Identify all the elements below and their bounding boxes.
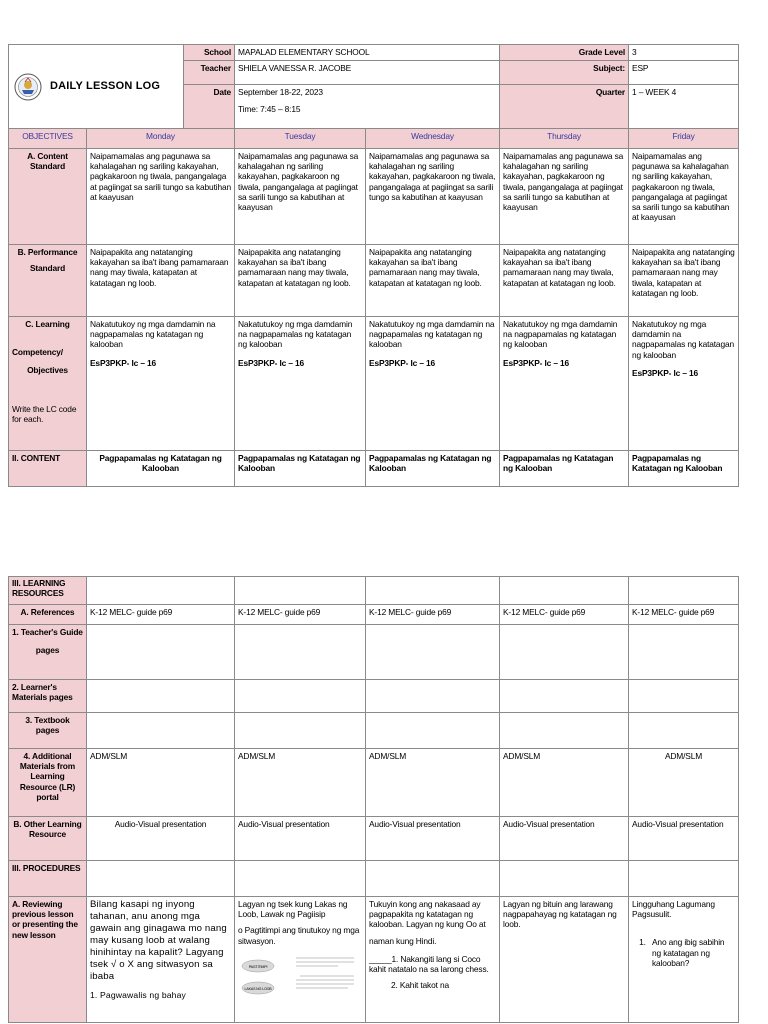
review-tuesday-text-b: o Pagtitimpi ang tinutukoy ng mga sitwasyon. <box>238 925 360 946</box>
review-friday-text: Lingguhang Lagumang Pagsusulit. <box>632 899 715 920</box>
content-standard-tuesday: Naipamamalas ang pagunawa sa kahalagahan ng sariling kakayahan, pagkakaroon ng tiwala, pangangalaga at pagiingat sa sarili tungo sa kabutihan at kaayusan <box>235 149 366 245</box>
lm-tuesday <box>235 680 366 713</box>
content-label: II. CONTENT <box>9 451 87 487</box>
learning-resources-label: III. LEARNING RESOURCES <box>9 577 87 605</box>
competency-label-line2: Competency/ <box>12 347 63 358</box>
content-standard-monday: Naipamamalas ang pagunawa sa kahalagahan ng sariling kakayahan, pagkakaroon ng tiwala, pangangalaga at pagiingat sa sarili tungo sa kabutihan at kaayusan <box>87 149 235 245</box>
add-mat-wednesday: ADM/SLM <box>366 749 500 817</box>
competency-friday <box>629 317 739 451</box>
review-friday-list <box>632 937 735 968</box>
other-wednesday: Audio-Visual presentation <box>366 817 500 861</box>
day-header-friday: Friday <box>629 129 739 149</box>
reviewing-label: A. Reviewing previous lesson or presenting the new lesson <box>9 897 87 1023</box>
tg-friday <box>629 625 739 680</box>
lm-wednesday <box>366 680 500 713</box>
performance-standard-tuesday: Naipapakita ang natatanging kakayahan sa iba't ibang pamamaraan nang may tiwala, katapatan at katatagan ng loob. <box>235 245 366 317</box>
content-thursday: Pagpapamalas ng Katatagan ng Kalooban <box>500 451 629 487</box>
competency-note: Write the LC code for each. <box>12 403 77 424</box>
teachers-guide-line2: pages <box>35 645 60 656</box>
review-monday-item: 1. Pagwawalis ng bahay <box>90 990 186 1000</box>
review-monday-text: Bilang kasapi ng inyong tahanan, anu anong mga gawain ang ginagawa mo nang may kusang loob at walang hinihintay na kapalit? Lagyang tsek √ o X ang sitwasyon sa ibaba <box>90 899 227 982</box>
lr-wednesday <box>366 577 500 605</box>
textbook-line2: pages <box>35 725 60 736</box>
lr-tuesday <box>235 577 366 605</box>
review-wednesday-text: Tukuyin kong ang nakasaad ay pagpapakita ng katatagan ng kalooban. Lagyan ng kung Oo at <box>369 899 486 930</box>
quarter-value: 1 – WEEK 4 <box>629 85 739 129</box>
tg-monday <box>87 625 235 680</box>
competency-text: Nakatutukoy ng mga damdamin na nagpapamalas ng katatagan ng kalooban <box>369 319 495 350</box>
review-wednesday <box>366 897 500 1023</box>
performance-standard-thursday: Naipapakita ang natatanging kakayahan sa iba't ibang pamamaraan nang may tiwala, katapatan at katatagan ng loob. <box>500 245 629 317</box>
proc-friday <box>629 861 739 897</box>
quarter-label: Quarter <box>500 85 629 129</box>
content-tuesday: Pagpapamalas ng Katatagan ng Kalooban <box>235 451 366 487</box>
procedures-label: III. PROCEDURES <box>9 861 87 897</box>
teachers-guide-line1: 1. Teacher's Guide <box>12 627 83 637</box>
tb-tuesday <box>235 713 366 749</box>
lesson-log-table-top <box>8 44 739 487</box>
references-monday: K-12 MELC- guide p69 <box>87 605 235 625</box>
add-mat-friday: ADM/SLM <box>629 749 739 817</box>
competency-text: Nakatutukoy ng mga damdamin na nagpapamalas ng katatagan ng kalooban <box>90 319 216 350</box>
competency-tuesday <box>235 317 366 451</box>
content-monday: Pagpapamalas ng Katatagan ng Kalooban <box>87 451 235 487</box>
competency-code: EsP3PKP- Ic – 16 <box>90 357 157 368</box>
subject-value: ESP <box>629 61 739 85</box>
lr-friday <box>629 577 739 605</box>
performance-standard-friday: Naipapakita ang natatanging kakayahan sa iba't ibang pamamaraan nang may tiwala, katapatan at katatagan ng loob. <box>629 245 739 317</box>
school-value: MAPALAD ELEMENTARY SCHOOL <box>235 45 500 61</box>
competency-code: EsP3PKP- Ic – 16 <box>632 367 699 378</box>
proc-wednesday <box>366 861 500 897</box>
performance-standard-monday: Naipapakita ang natatanging kakayahan sa iba't ibang pamamaraan nang may tiwala, katapatan at katatagan ng loob. <box>87 245 235 317</box>
competency-text: Nakatutukoy ng mga damdamin na nagpapamalas ng katatagan ng kalooban <box>632 319 734 360</box>
date-text: September 18-22, 2023 <box>238 87 323 97</box>
competency-label <box>9 317 87 451</box>
competency-label-line1: C. Learning <box>25 319 70 329</box>
content-standard-thursday: Naipamamalas ang pagunawa sa kahalagahan ng sariling kakayahan, pagkakaroon ng tiwala, pangangalaga at pagiingat sa sarili tungo sa kabutihan at kaayusan <box>500 149 629 245</box>
add-mat-thursday: ADM/SLM <box>500 749 629 817</box>
tb-friday <box>629 713 739 749</box>
tb-monday <box>87 713 235 749</box>
day-header-monday: Monday <box>87 129 235 149</box>
competency-text: Nakatutukoy ng mga damdamin na nagpapamalas ng katatagan ng kalooban <box>503 319 618 350</box>
tg-wednesday <box>366 625 500 680</box>
day-header-thursday: Thursday <box>500 129 629 149</box>
references-friday: K-12 MELC- guide p69 <box>629 605 739 625</box>
review-thursday: Lagyan ng bituin ang larawang nagpapahayag ng katatagan ng loob. <box>500 897 629 1023</box>
tb-thursday <box>500 713 629 749</box>
tb-wednesday <box>366 713 500 749</box>
proc-thursday <box>500 861 629 897</box>
learners-materials-label: 2. Learner's Materials pages <box>9 680 87 713</box>
lr-monday <box>87 577 235 605</box>
references-label: A. References <box>9 605 87 625</box>
other-tuesday: Audio-Visual presentation <box>235 817 366 861</box>
performance-standard-wednesday: Naipapakita ang natatanging kakayahan sa iba't ibang pamamaraan nang may tiwala, katapatan at katatagan ng loob. <box>366 245 500 317</box>
performance-standard-label <box>9 245 87 317</box>
header-logo-cell <box>9 45 184 129</box>
competency-code: EsP3PKP- Ic – 16 <box>369 357 436 368</box>
performance-label-line1: B. Performance <box>17 247 78 257</box>
teachers-guide-label <box>9 625 87 680</box>
add-mat-monday: ADM/SLM <box>87 749 235 817</box>
pagtitimpi-tag: PAGTITIMPI <box>248 964 268 969</box>
time-text: Time: 7:45 – 8:15 <box>238 104 301 115</box>
add-mat-tuesday: ADM/SLM <box>235 749 366 817</box>
content-friday: Pagpapamalas ng Katatagan ng Kalooban <box>629 451 739 487</box>
content-standard-wednesday: Naipamamalas ang pagunawa sa kahalagahan ng sariling kakayahan, pagkakaroon ng tiwala, pangangalaga at pagiingat sa sarili tungo sa kabutihan at kaayusan <box>366 149 500 245</box>
review-wednesday-item1: _____1. Nakangiti lang si Coco kahit natatalo na sa larong chess. <box>369 953 489 975</box>
proc-tuesday <box>235 861 366 897</box>
competency-label-line3: Objectives <box>27 365 68 376</box>
grade-level-label: Grade Level <box>500 45 629 61</box>
other-monday: Audio-Visual presentation <box>87 817 235 861</box>
document-title: DAILY LESSON LOG <box>50 80 161 93</box>
other-resources-label: B. Other Learning Resource <box>9 817 87 861</box>
day-header-tuesday: Tuesday <box>235 129 366 149</box>
review-tuesday-text: Lagyan ng tsek kung Lakas ng Loob, Lawak ng Pagiisip <box>238 899 348 920</box>
lr-thursday <box>500 577 629 605</box>
review-wednesday-item2: 2. Kahit takot na <box>391 980 449 991</box>
other-thursday: Audio-Visual presentation <box>500 817 629 861</box>
date-label: Date <box>184 85 235 129</box>
lakas-ng-loob-tag: LAKAS NG LOOB <box>244 986 272 991</box>
situation-diagram <box>238 952 360 996</box>
additional-materials-label: 4. Additional Materials from Learning Resource (LR) portal <box>9 749 87 817</box>
review-friday <box>629 897 739 1023</box>
proc-monday <box>87 861 235 897</box>
lm-friday <box>629 680 739 713</box>
subject-label: Subject: <box>500 61 629 85</box>
lm-thursday <box>500 680 629 713</box>
competency-code: EsP3PKP- Ic – 16 <box>503 357 570 368</box>
lm-monday <box>87 680 235 713</box>
tg-tuesday <box>235 625 366 680</box>
school-label: School <box>184 45 235 61</box>
references-tuesday: K-12 MELC- guide p69 <box>235 605 366 625</box>
review-friday-question: 1. Ano ang ibig sabihin ng katatagan ng kalooban? <box>648 937 735 968</box>
competency-wednesday <box>366 317 500 451</box>
references-thursday: K-12 MELC- guide p69 <box>500 605 629 625</box>
deped-seal-icon <box>14 73 42 101</box>
references-wednesday: K-12 MELC- guide p69 <box>366 605 500 625</box>
objectives-header: OBJECTIVES <box>9 129 87 149</box>
content-standard-friday: Naipamamalas ang pagunawa sa kahalagahan ng sariling kakayahan, pagkakaroon ng tiwala, pangangalaga at pagiingat sa sarili tungo sa kabutihan at kaayusan <box>629 149 739 245</box>
competency-monday <box>87 317 235 451</box>
date-value <box>235 85 500 129</box>
lesson-log-table-bottom <box>8 576 739 1023</box>
content-wednesday: Pagpapamalas ng Katatagan ng Kalooban <box>366 451 500 487</box>
teacher-value: SHIELA VANESSA R. JACOBE <box>235 61 500 85</box>
review-wednesday-text-b: naman kung Hindi. <box>369 935 437 946</box>
review-monday <box>87 897 235 1023</box>
content-standard-label: A. Content Standard <box>9 149 87 245</box>
textbook-label <box>9 713 87 749</box>
grade-level-value: 3 <box>629 45 739 61</box>
day-header-wednesday: Wednesday <box>366 129 500 149</box>
tg-thursday <box>500 625 629 680</box>
competency-thursday <box>500 317 629 451</box>
competency-code: EsP3PKP- Ic – 16 <box>238 357 305 368</box>
other-friday: Audio-Visual presentation <box>629 817 739 861</box>
textbook-line1: 3. Textbook <box>25 715 70 725</box>
review-tuesday <box>235 897 366 1023</box>
teacher-label: Teacher <box>184 61 235 85</box>
competency-text: Nakatutukoy ng mga damdamin na nagpapamalas ng katatagan ng kalooban <box>238 319 353 350</box>
performance-label-line2: Standard <box>29 263 66 274</box>
